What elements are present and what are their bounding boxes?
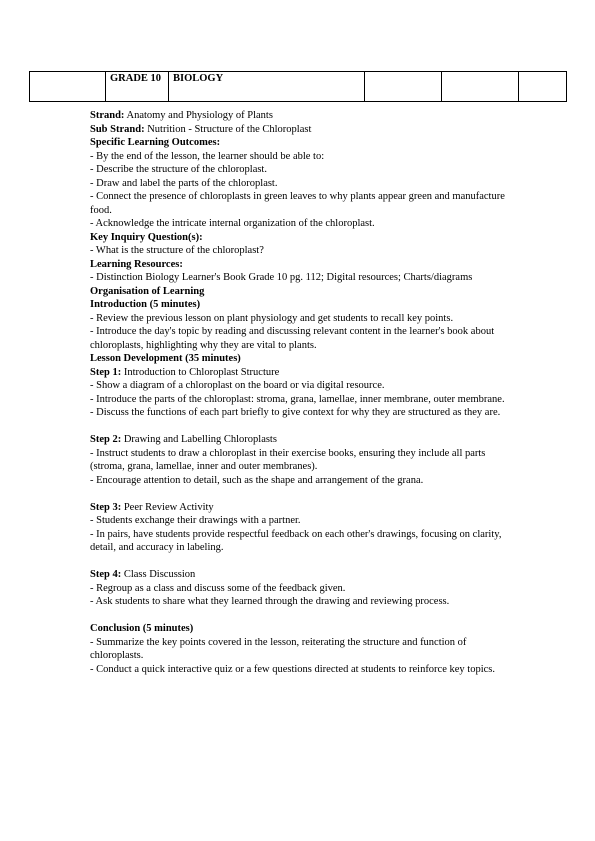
step-3-title [90, 501, 510, 515]
step-2-label: Step 2: [90, 434, 122, 445]
step-3-label: Step 3: [90, 501, 122, 513]
step-item: - Discuss the functions of each part briefly to give context for why they are structured as they are. [90, 407, 501, 418]
outcomes-heading: Specific Learning Outcomes: [90, 137, 221, 148]
header-row [30, 72, 567, 102]
step-1-label: Step 1: [90, 366, 122, 378]
conclusion-item: - Summarize the key points covered in the lesson, reiterating the structure and function of chloroplasts. [90, 636, 467, 661]
header-cell-blank-2 [365, 72, 442, 102]
step-item: - Ask students to share what they learned through the drawing and reviewing process. [90, 596, 450, 607]
sub-strand-line [90, 123, 510, 137]
strand-label: Strand: [90, 110, 125, 121]
conclusion-item: - Conduct a quick interactive quiz or a few questions directed at students to reinforce key topics. [90, 663, 495, 675]
introduction-heading: Introduction (5 minutes) [90, 299, 201, 310]
step-1-name: Introduction to Chloroplast Structure [121, 366, 280, 378]
step-3-name: Peer Review Activity [121, 501, 214, 513]
inquiry-item: - What is the structure of the chloroplast? [90, 245, 264, 256]
step-4-label: Step 4: [90, 569, 122, 580]
subject-cell: BIOLOGY [169, 72, 365, 102]
organisation-heading: Organisation of Learning [90, 285, 205, 297]
step-item: - Students exchange their drawings with a partner. [90, 515, 301, 526]
step-1-title [90, 366, 510, 380]
development-heading: Lesson Development (35 minutes) [90, 353, 241, 364]
grade-cell: GRADE 10 [106, 72, 169, 102]
outcome-item: - Acknowledge the intricate internal organization of the chloroplast. [90, 218, 375, 229]
header-table [29, 71, 567, 102]
step-4-name: Class Discussion [121, 569, 196, 580]
strand-value: Anatomy and Physiology of Plants [124, 110, 273, 121]
step-item: - Encourage attention to detail, such as the shape and arrangement of the grana. [90, 474, 424, 486]
inquiry-heading: Key Inquiry Question(s): [90, 231, 203, 243]
step-2-title [90, 433, 510, 447]
step-item: - Introduce the parts of the chloroplast: stroma, grana, lamellae, inner membrane, outer membrane. [90, 393, 505, 405]
step-4-title [90, 568, 510, 582]
outcome-item: - By the end of the lesson, the learner should be able to: [90, 150, 325, 162]
sub-strand-value: Nutrition - Structure of the Chloroplast [144, 123, 312, 135]
outcome-item: - Draw and label the parts of the chloroplast. [90, 177, 278, 189]
step-2-name: Drawing and Labelling Chloroplasts [121, 434, 277, 445]
introduction-item: - Review the previous lesson on plant physiology and get students to recall key points. [90, 312, 454, 324]
step-item: - Instruct students to draw a chloroplast in their exercise books, ensuring they include all parts (stroma, grana, lamellae, inner and outer membranes). [90, 447, 486, 472]
outcome-item: - Connect the presence of chloroplasts in green leaves to why plants appear green and manufacture food. [90, 191, 505, 216]
strand-line [90, 109, 510, 123]
step-item: - Show a diagram of a chloroplast on the board or via digital resource. [90, 380, 385, 391]
resources-heading: Learning Resources: [90, 258, 183, 270]
sub-strand-label: Sub Strand: [90, 123, 145, 135]
header-cell-blank-1 [30, 72, 106, 102]
outcome-item: - Describe the structure of the chloroplast. [90, 164, 267, 175]
header-cell-blank-3 [442, 72, 519, 102]
resource-item: - Distinction Biology Learner's Book Grade 10 pg. 112; Digital resources; Charts/diagrams [90, 272, 473, 283]
introduction-item: - Introduce the day's topic by reading and discussing relevant content in the learner's book about chloroplasts, highlighting why they are vital to plants. [90, 326, 495, 351]
step-item: - In pairs, have students provide respectful feedback on each other's drawings, focusing on clarity, detail, and accuracy in labeling. [90, 528, 502, 553]
header-cell-blank-4 [519, 72, 567, 102]
lesson-plan-body [90, 109, 510, 676]
conclusion-heading: Conclusion (5 minutes) [90, 623, 194, 634]
step-item: - Regroup as a class and discuss some of the feedback given. [90, 582, 346, 594]
